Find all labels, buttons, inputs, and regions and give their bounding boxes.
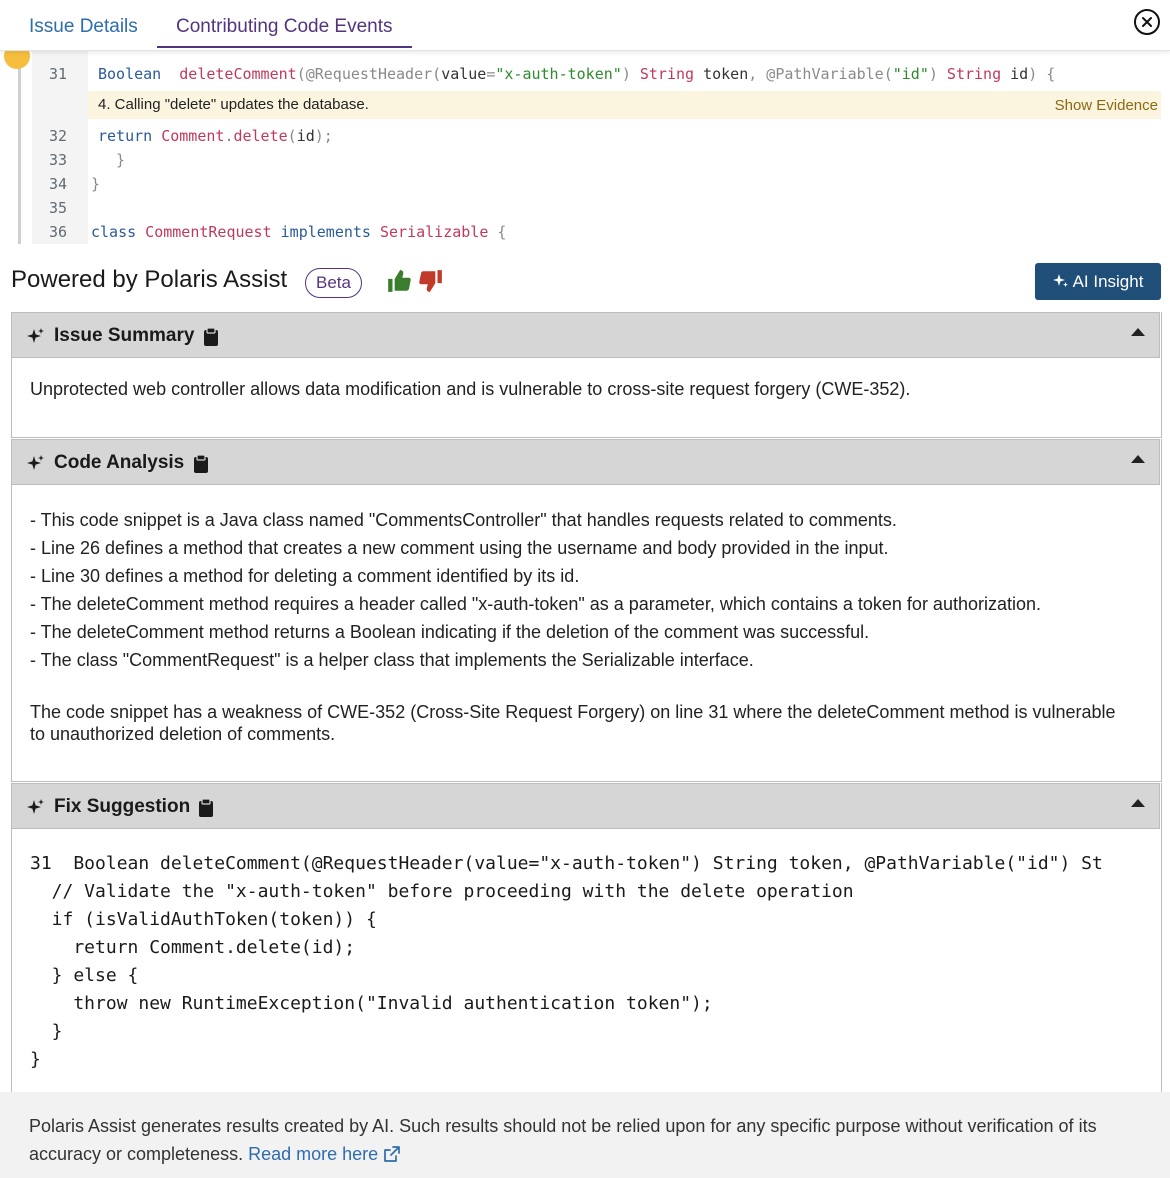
code-event-text: 4. Calling "delete" updates the database. <box>98 96 369 113</box>
close-button[interactable] <box>1134 9 1160 35</box>
read-more-label: Read more here <box>248 1144 379 1164</box>
analysis-bullet: - This code snippet is a Java class named "CommentsController" that handles requests related to comments. <box>30 510 897 530</box>
sparkle-icon <box>1053 273 1069 289</box>
tab-contributing-code-events[interactable]: Contributing Code Events <box>157 0 412 48</box>
line-number: 36 <box>48 223 67 241</box>
show-evidence-link[interactable]: Show Evidence <box>1054 97 1158 114</box>
clipboard-icon[interactable] <box>203 327 219 347</box>
code-text: class CommentRequest implements Serializable { <box>91 223 507 241</box>
line-number: 34 <box>48 175 67 193</box>
sparkle-icon <box>26 454 46 474</box>
disclaimer-body: Polaris Assist generates results created by AI. Such results should not be relied upon for any specific purpose without verification of its accuracy or completeness. <box>29 1116 1097 1164</box>
code-text: } <box>98 151 126 169</box>
analysis-bullet: - The deleteComment method requires a header called "x-auth-token" as a parameter, which contains a token for authorization. <box>30 594 1042 614</box>
code-analysis-list <box>30 506 1145 674</box>
line-number: 33 <box>48 151 67 169</box>
code-line <box>11 124 1161 148</box>
code-line <box>11 148 1161 172</box>
fix-suggestion-title: Fix Suggestion <box>54 796 191 817</box>
analysis-bullet: - Line 30 defines a method for deleting a comment identified by its id. <box>30 566 580 586</box>
code-text: Boolean deleteComment(@RequestHeader(value="x-auth-token") String token, @PathVariable("id") String id) { <box>98 65 1056 83</box>
code-analysis-header[interactable] <box>11 439 1160 485</box>
fix-suggestion-header[interactable] <box>11 783 1160 829</box>
analysis-bullet: - Line 26 defines a method that creates a new comment using the username and body provided in the input. <box>30 538 889 558</box>
code-analysis-conclusion: The code snippet has a weakness of CWE-352 (Cross-Site Request Forgery) on line 31 where the deleteComment method is vulnerable to unauthorized deletion of comments. <box>30 702 1116 744</box>
clipboard-icon[interactable] <box>193 454 209 474</box>
analysis-bullet: - The class "CommentRequest" is a helper class that implements the Serializable interface. <box>30 650 754 670</box>
issue-summary-title: Issue Summary <box>54 325 195 346</box>
code-text: return Comment.delete(id); <box>98 127 333 145</box>
disclaimer-footer <box>0 1092 1170 1178</box>
issue-summary-header[interactable] <box>11 312 1160 358</box>
line-number: 32 <box>48 127 67 145</box>
tab-issue-details[interactable]: Issue Details <box>29 16 138 37</box>
sparkle-icon <box>26 798 46 818</box>
issue-summary-text: Unprotected web controller allows data modification and is vulnerable to cross-site request forgery (CWE-352). <box>30 379 911 399</box>
collapse-caret-icon[interactable] <box>1131 328 1145 336</box>
beta-badge: Beta <box>305 268 362 298</box>
close-icon <box>1141 16 1153 28</box>
tab-bar <box>0 0 1170 51</box>
collapse-caret-icon[interactable] <box>1131 455 1145 463</box>
sparkle-icon <box>26 327 46 347</box>
code-line <box>11 62 1161 86</box>
code-line <box>11 196 1161 220</box>
code-line <box>11 220 1161 244</box>
thumbs-up-icon[interactable] <box>386 268 412 294</box>
assist-title: Powered by Polaris Assist <box>11 266 288 293</box>
fix-suggestion-code: 31 Boolean deleteComment(@RequestHeader(value="x-auth-token") String token, @PathVariable("id") St // Validate the "x-auth-token" before proceeding with the delete operation if (isValidAuthToken(token)) { return Comment.delete(id); } else { throw new RuntimeException("Invalid authentication token"); } } <box>30 853 1103 1070</box>
collapse-caret-icon[interactable] <box>1131 799 1145 807</box>
code-analysis-title: Code Analysis <box>54 452 185 473</box>
read-more-link[interactable] <box>248 1144 401 1164</box>
analysis-bullet: - The deleteComment method returns a Boolean indicating if the deletion of the comment was successful. <box>30 622 870 642</box>
ai-insight-label: AI Insight <box>1072 272 1144 291</box>
disclaimer-text <box>29 1112 1129 1168</box>
line-number: 31 <box>48 65 67 83</box>
external-link-icon <box>383 1145 401 1163</box>
line-number: 35 <box>48 199 67 217</box>
code-viewer <box>11 50 1161 244</box>
ai-insight-button[interactable] <box>1035 263 1161 300</box>
code-event-annotation <box>88 91 1161 119</box>
code-line <box>11 172 1161 196</box>
code-text: } <box>91 175 101 193</box>
thumbs-down-icon[interactable] <box>418 268 444 294</box>
clipboard-icon[interactable] <box>198 798 214 818</box>
